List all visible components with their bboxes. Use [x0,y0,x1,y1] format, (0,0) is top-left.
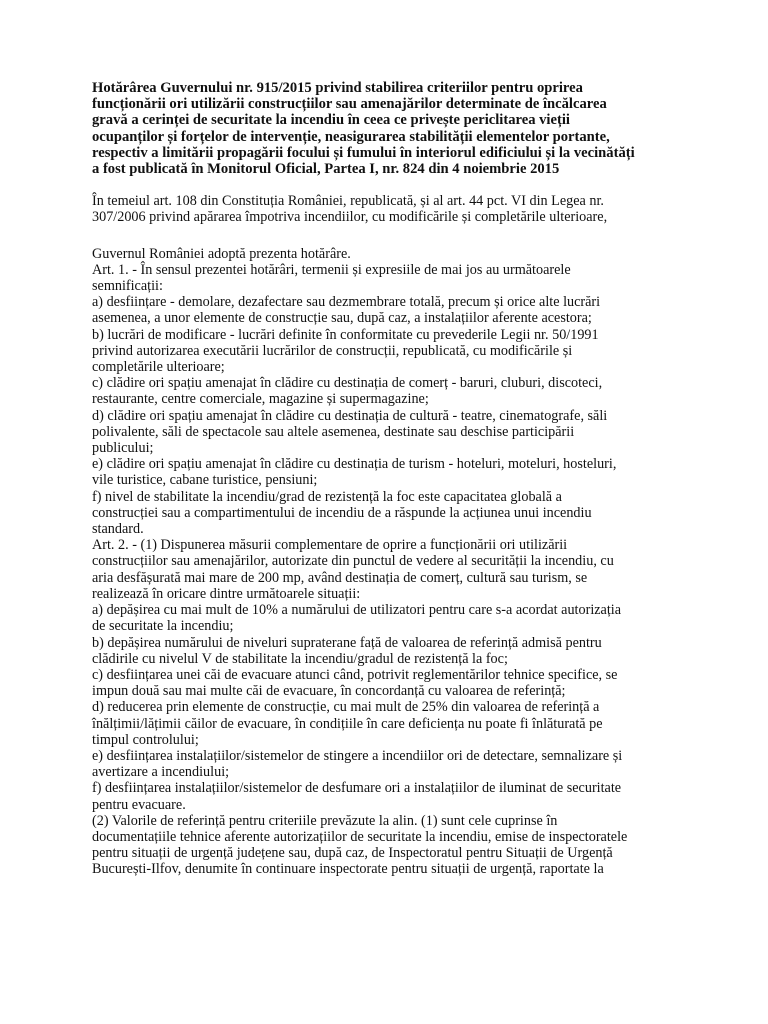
body-line: d) reducerea prin elemente de construcție, cu mai mult de 25% din valoarea de referință a [92,699,600,716]
body-line: b) depășirea numărului de niveluri supraterane față de valoarea de referință admisă pentru [92,634,602,651]
body-line: vile turistice, cabane turistice, pensiuni; [92,472,318,489]
document-body [92,246,692,878]
title-line: gravă a cerinței de securitate la incendiu în ceea ce privește periclitarea vieții [92,112,570,129]
title-line: funcționării ori utilizării construcțiilor sau amenajărilor determinate de încălcarea [92,96,607,113]
document-title [92,80,692,177]
body-line: completările ulterioare; [92,359,225,376]
body-line: timpul controlului; [92,731,199,748]
body-line: c) clădire ori spațiu amenajat în clădire cu destinația de comerț - baruri, cluburi, discoteci, [92,375,603,392]
body-line: înălțimii/lățimii căilor de evacuare, în condițiile în care deficiența nu poate fi înlăturată pe [92,715,603,732]
body-line: polivalente, săli de spectacole sau altele asemenea, destinate sau deschise participării [92,423,575,440]
body-line: publicului; [92,440,154,457]
title-line: respectiv a limitării propagării focului și fumului în interiorul edificiului și la vecinătăți [92,144,635,161]
document-preamble [92,193,692,225]
title-line: ocupanților și forțelor de intervenție, neasigurarea stabilității elementelor portante, [92,128,610,145]
body-line: impun două sau mai multe căi de evacuare, în concordanță cu valoarea de referință; [92,683,566,700]
body-line: b) lucrări de modificare - lucrări definite în conformitate cu prevederile Legii nr. 50/1991 [92,326,599,343]
body-line: standard. [92,521,144,538]
preamble-line: În temeiul art. 108 din Constituția României, republicată, și al art. 44 pct. VI din Legea nr. [92,193,604,210]
body-line: restaurante, centre comerciale, magazine și supermagazine; [92,391,429,408]
body-line: realizează în oricare dintre următoarele situații: [92,585,361,602]
body-line: f) nivel de stabilitate la incendiu/grad de rezistență la foc este capacitatea globală a [92,488,562,505]
body-line: pentru situații de urgență județene sau, după caz, de Inspectoratul pentru Situații de Urgență [92,845,613,862]
document-page [92,80,692,878]
body-line: documentațiile tehnice aferente autorizațiilor de securitate la incendiu, emise de inspectoratele [92,828,628,845]
title-line: a fost publicată în Monitorul Oficial, Partea I, nr. 824 din 4 noiembrie 2015 [92,161,560,178]
body-line: de securitate la incendiu; [92,618,234,635]
body-line: e) clădire ori spațiu amenajat în clădire cu destinația de turism - hoteluri, moteluri, hosteluri, [92,456,617,473]
body-line: (2) Valorile de referință pentru criteriile prevăzute la alin. (1) sunt cele cuprinse în [92,812,558,829]
body-line: privind autorizarea executării lucrărilor de construcții, republicată, cu modificările și [92,342,573,359]
body-line: asemenea, a unor elemente de construcție sau, după caz, a instalațiilor aferente acestora; [92,310,592,327]
body-line: Art. 2. - (1) Dispunerea măsurii complementare de oprire a funcționării ori utilizării [92,537,568,554]
title-line: Hotărârea Guvernului nr. 915/2015 privind stabilirea criteriilor pentru oprirea [92,80,583,96]
body-line: Art. 1. - În sensul prezentei hotărâri, termenii și expresiile de mai jos au următoarele [92,261,571,278]
body-line: a) depășirea cu mai mult de 10% a numărului de utilizatori pentru care s-a acordat autorizația [92,602,622,619]
body-line: clădirile cu nivelul V de stabilitate la incendiu/gradul de rezistență la foc; [92,650,508,667]
body-line: e) desființarea instalațiilor/sistemelor de stingere a incendiilor ori de detectare, semnalizare și [92,747,623,764]
body-line: pentru evacuare. [92,796,186,813]
body-line: aria desfășurată mai mare de 200 mp, având destinația de comerț, cultură sau turism, se [92,569,588,586]
body-line: București-Ilfov, denumite în continuare inspectorate pentru situații de urgență, raportate la [92,861,604,878]
body-line: semnificații: [92,278,163,295]
body-line: c) desființarea unei căi de evacuare atunci când, potrivit reglementărilor tehnice specifice, se [92,666,618,683]
body-line: a) desființare - demolare, dezafectare sau dezmembrare totală, precum și orice alte lucrări [92,294,601,311]
body-line: construcțiilor sau amenajărilor, autorizate din punctul de vedere al securității la incendiu, cu [92,553,614,570]
body-line: Guvernul României adoptă prezenta hotărâre. [92,245,351,262]
body-line: f) desființarea instalațiilor/sistemelor de desfumare ori a instalațiilor de iluminat de securitate [92,780,622,797]
body-line: d) clădire ori spațiu amenajat în clădire cu destinația de cultură - teatre, cinematografe, săli [92,407,608,424]
body-line: construcției sau a compartimentului de incendiu de a răspunde la acțiunea unui incendiu [92,504,592,521]
body-line: avertizare a incendiului; [92,764,230,781]
preamble-line: 307/2006 privind apărarea împotriva incendiilor, cu modificările și completările ulterioare, [92,209,608,226]
